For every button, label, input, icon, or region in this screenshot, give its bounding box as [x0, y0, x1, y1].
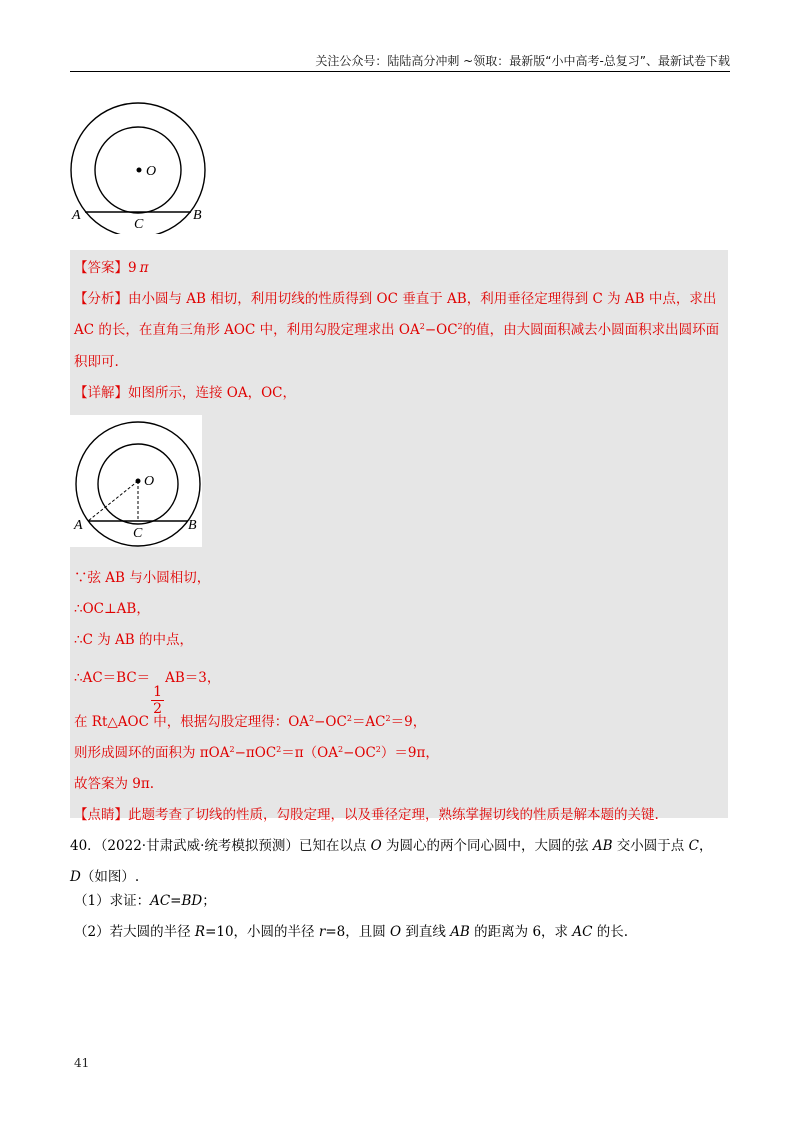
step5-a: 在 Rt△AOC 中，根据勾股定理得：OA [74, 714, 310, 730]
center-point [136, 479, 141, 484]
sup: 2 [309, 714, 315, 723]
q-text: 的距离为 6，求 [469, 924, 573, 940]
fraction-numerator: 1 [153, 684, 163, 700]
detail-text: 如图所示，连接 OA，OC， [128, 385, 297, 401]
analysis-text-2c: 的值，由大圆面积减去小圆面积求出圆环面 [462, 322, 720, 338]
answer-line [74, 256, 148, 276]
label-b: B [193, 208, 202, 223]
sup-a: 2 [419, 322, 425, 331]
step6-d: −OC [343, 745, 376, 761]
detail-tag: 【详解】 [74, 385, 128, 401]
sup: 2 [337, 745, 344, 754]
q-text: （2）若大圆的半径 [74, 924, 195, 940]
q-text: =10，小圆的半径 [205, 924, 319, 940]
analysis-line-2 [74, 318, 719, 338]
q-text: 为圆心的两个同心圆中，大圆的弦 [381, 838, 593, 854]
label-o: O [146, 164, 157, 179]
q-var: O [370, 838, 382, 854]
q-text: 到直线 [401, 924, 451, 940]
detail-step-3: ∴C 为 AB 的中点， [74, 632, 193, 648]
answer-value: 9 [128, 260, 137, 276]
q-var: AB [592, 838, 613, 854]
detail-step-1: ∵弦 AB 与小圆相切， [74, 570, 211, 586]
label-b: B [188, 518, 197, 533]
fraction-denominator: 2 [153, 701, 163, 717]
step4-text-b: AB＝3， [165, 670, 221, 686]
sup-b: 2 [457, 322, 463, 331]
step5-d: ＝9， [390, 714, 427, 730]
detail-step-5 [74, 710, 426, 730]
q-text: 交小圆于点 [612, 838, 689, 854]
sup: 2 [229, 745, 235, 754]
step6-b: −πOC [234, 745, 277, 761]
q-var: D [70, 869, 81, 885]
detail-step-7: 故答案为 9π. [74, 776, 155, 792]
question-line-2 [70, 865, 139, 885]
page-number: 41 [74, 1056, 90, 1070]
step6-e: ）＝9π， [380, 745, 439, 761]
q-var: O [390, 924, 402, 940]
q-text: =8，且圆 [325, 924, 391, 940]
analysis-tag: 【分析】 [74, 291, 128, 307]
question-part-1 [74, 889, 216, 909]
step5-c: ＝AC [351, 714, 386, 730]
step6-c: ＝π（OA [281, 745, 338, 761]
header-rule [70, 71, 730, 72]
q-text: 的长. [592, 924, 629, 940]
label-a: A [74, 518, 83, 533]
analysis-line-1 [74, 287, 716, 307]
sup: 2 [385, 714, 391, 723]
label-a: A [72, 208, 81, 223]
label-o: O [144, 474, 155, 489]
answer-pi: π [139, 260, 149, 276]
page-header: 关注公众号：陆陆高分冲刺 ~领取：最新版“小中高考-总复习”、最新试卷下载 [315, 54, 730, 68]
comment-text: 此题考查了切线的性质，勾股定理，以及垂径定理，熟练掌握切线的性质是解本题的关键. [128, 807, 659, 823]
q-text: ； [202, 893, 216, 909]
label-c: C [133, 526, 143, 541]
step6-a: 则形成圆环的面积为 πOA [74, 745, 230, 761]
q-text: （1）求证： [74, 893, 151, 909]
q-text: ， [698, 838, 713, 854]
analysis-text-2a: AC 的长，在直角三角形 AOC 中，利用勾股定理求出 OA [74, 322, 420, 338]
label-c: C [134, 217, 144, 232]
analysis-text-3: 积即可. [74, 354, 119, 370]
sup: 2 [375, 745, 381, 754]
q-var: R [194, 924, 206, 940]
concentric-circles-detail-figure [70, 415, 202, 547]
analysis-line-3 [74, 350, 119, 370]
q-text: （如图）. [80, 869, 140, 885]
q-var: C [688, 838, 699, 854]
q-var: AC [572, 924, 593, 940]
question-part-2 [74, 920, 628, 940]
answer-tag: 【答案】 [74, 260, 128, 276]
sup: 2 [276, 745, 282, 754]
detail-step-2: ∴OC⊥AB， [74, 601, 150, 617]
q-text: 40．（2022·甘肃武威·统考模拟预测）已知在以点 [70, 838, 371, 854]
sup: 2 [346, 714, 352, 723]
comment-line [74, 803, 659, 823]
q-var: AC=BD [150, 893, 203, 909]
analysis-text-2b: −OC [424, 322, 458, 338]
concentric-circles-figure [68, 94, 218, 234]
question-line-1 [70, 834, 712, 854]
detail-step-6 [74, 741, 439, 761]
q-var: AB [450, 924, 470, 940]
detail-line [74, 381, 296, 401]
q-var: r [318, 924, 326, 940]
comment-tag: 【点睛】 [74, 807, 128, 823]
analysis-text-1: 由小圆与 AB 相切，利用切线的性质得到 OC 垂直于 AB，利用垂径定理得到 C 为 AB 中点，求出 [128, 291, 717, 307]
step4-text-a: ∴AC＝BC＝ [74, 670, 151, 686]
step5-b: −OC [314, 714, 347, 730]
center-point [137, 168, 142, 173]
